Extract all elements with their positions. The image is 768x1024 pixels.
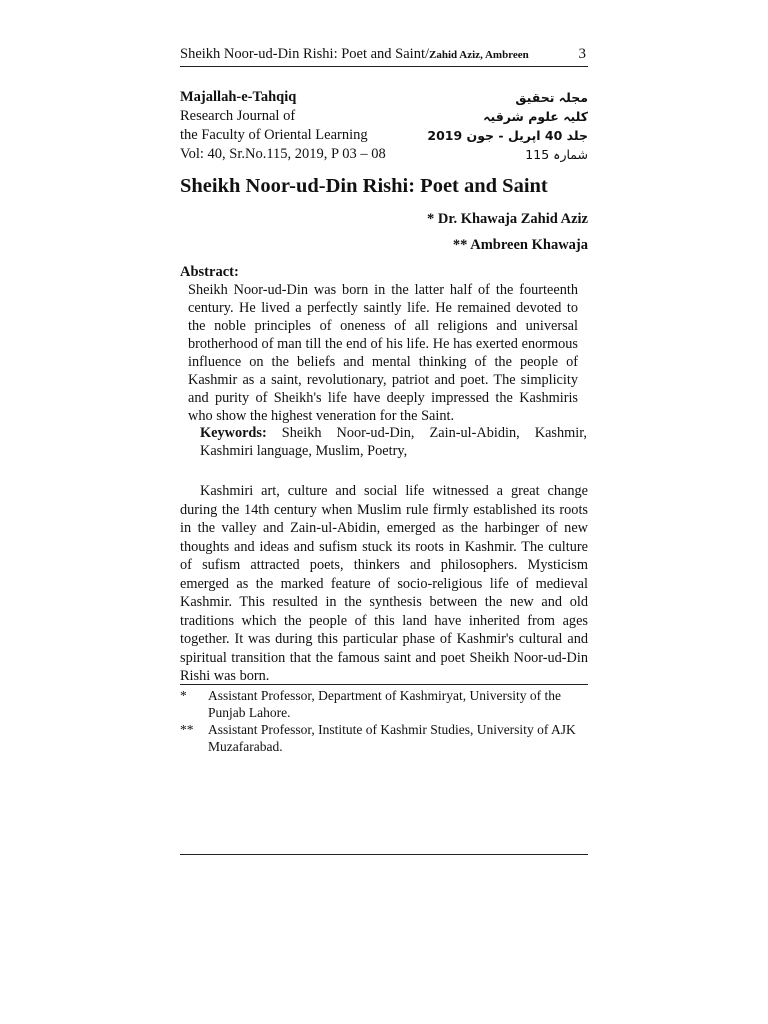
journal-volume: Vol: 40, Sr.No.115, 2019, P 03 – 08 (180, 146, 386, 162)
urdu-journal-name: مجلہ تحقیق (515, 90, 588, 105)
journal-name: Majallah-e-Tahqiq (180, 89, 297, 105)
abstract-text: Sheikh Noor-ud-Din was born in the latter half of the fourteenth century. He lived a perfectly saintly life. He remained devoted to the noble principles of oneness of all religions and universal brotherhood of man till the end of his life. He has exerted enormous influence on the beliefs and mental thinking of the people of Kashmir as a saint, revolutionary, patriot and poet. The simplicity and purity of Sheikh's life have deeply impressed the Kashmiris who show the highest veneration for the Saint. (188, 282, 578, 424)
footnote-text: Assistant Professor, Department of Kashmiryat, University of the Punjab Lahore. (208, 688, 562, 720)
keywords (200, 424, 587, 460)
footnote-mark: ** (180, 722, 194, 737)
urdu-faculty: کلیہ علوم شرقیہ (483, 109, 588, 124)
footnote-rule (180, 684, 588, 685)
author-secondary: ** Ambreen Khawaja (452, 237, 588, 253)
article-title: Sheikh Noor-ud-Din Rishi: Poet and Saint (180, 175, 548, 197)
abstract-heading: Abstract: (180, 264, 239, 280)
footnote-mark: * (180, 688, 187, 703)
footnote-2 (180, 721, 588, 755)
footnote-text: Assistant Professor, Institute of Kashmir Studies, University of AJK Muzafarabad. (208, 722, 576, 754)
bottom-rule (180, 854, 588, 855)
urdu-issue: شمارہ 115 (525, 147, 588, 162)
keywords-label: Keywords: (200, 425, 267, 441)
running-authors: Zahid Aziz, Ambreen (429, 49, 529, 61)
body-paragraph: Kashmiri art, culture and social life witnessed a great change during the 14th century when Muslim rule firmly established its roots in the valley and Zain-ul-Abidin, emerged as the harbinger of new thoughts and ideas and sufism stuck its roots in Kashmir. The culture of sufism attracted poets, thinkers and philosophers. Mysticism emerged as the marked feature of socio-religious life of medieval Kashmir. This resulted in the synthesis between the new and old traditions which the people of this land have inherited from ages together. It was during this particular phase of Kashmir's cultural and spiritual transition that the famous saint and poet Sheikh Noor-ud-Din Rishi was born. (180, 483, 588, 684)
urdu-volume: جلد 40 اپریل - جون 2019 (427, 128, 588, 143)
journal-faculty: the Faculty of Oriental Learning (180, 127, 368, 143)
journal-info-urdu (427, 88, 588, 164)
running-head (180, 44, 588, 67)
page-number: 3 (578, 46, 586, 62)
author-primary: * Dr. Khawaja Zahid Aziz (427, 211, 588, 227)
running-title (180, 46, 529, 63)
footnote-1 (180, 687, 588, 721)
running-title-text: Sheikh Noor-ud-Din Rishi: Poet and Saint/ (180, 46, 430, 62)
journal-subtitle: Research Journal of (180, 108, 296, 124)
keywords-list: Sheikh Noor-ud-Din, Zain-ul-Abidin, Kashmir, Kashmiri language, Muslim, Poetry, (200, 425, 587, 459)
